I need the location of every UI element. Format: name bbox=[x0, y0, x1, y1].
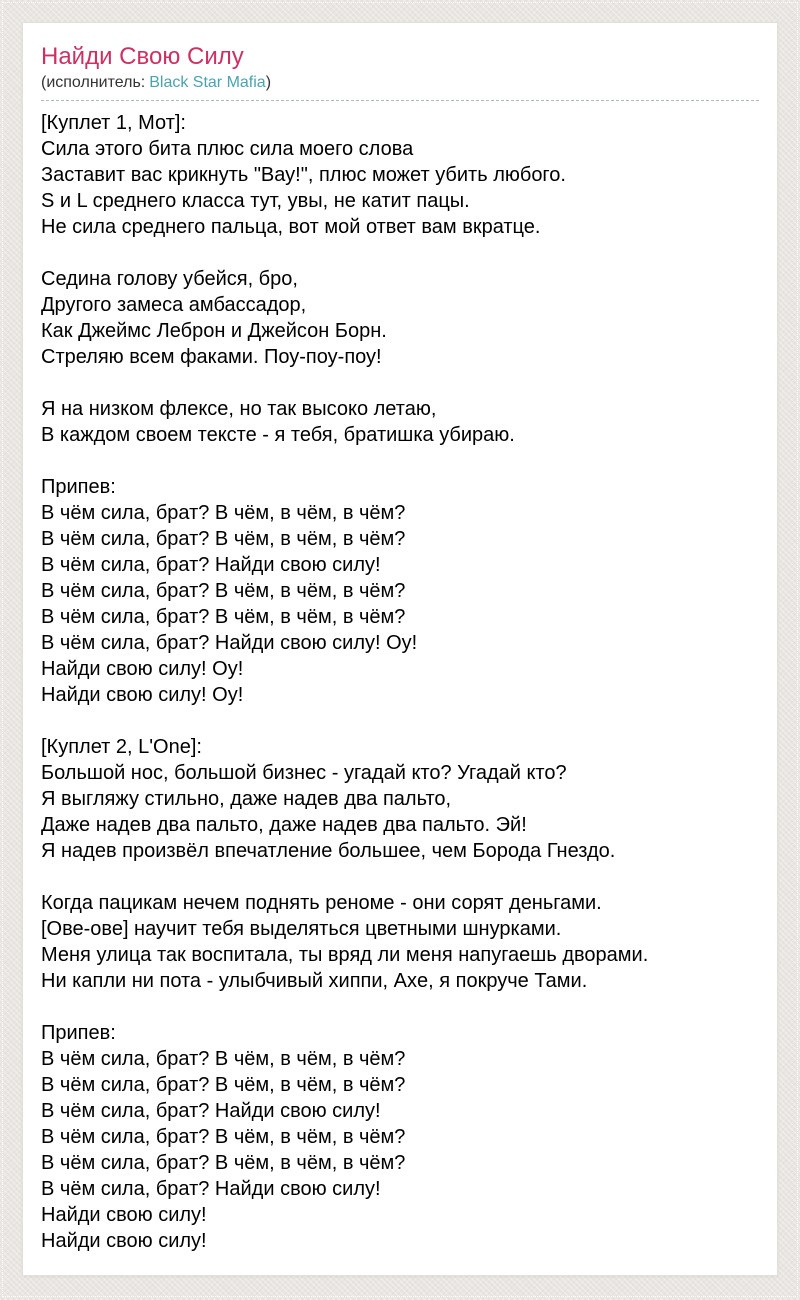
artist-label: (исполнитель: bbox=[41, 74, 146, 91]
lyrics-text bbox=[41, 110, 759, 1254]
lyric-line: Припев: bbox=[41, 476, 116, 498]
lyric-line bbox=[41, 708, 759, 734]
lyric-line: S и L среднего класса тут, увы, не катит пацы. bbox=[41, 190, 470, 212]
lyric-line: В чём сила, брат? Найди свою силу! bbox=[41, 1178, 381, 1200]
song-header bbox=[41, 43, 759, 101]
lyric-line: В чём сила, брат? В чём, в чём, в чём? bbox=[41, 1126, 406, 1148]
lyric-line: Найди свою силу! bbox=[41, 1204, 207, 1226]
lyric-line: Я выгляжу стильно, даже надев два пальто, bbox=[41, 788, 452, 810]
lyric-line: Седина голову убейся, бро, bbox=[41, 268, 298, 290]
lyric-line: Заставит вас крикнуть "Вау!", плюс может убить любого. bbox=[41, 164, 566, 186]
lyric-line: Я надев произвёл впечатление большее, чем Борода Гнездо. bbox=[41, 840, 616, 862]
song-title: Найди Свою Силу bbox=[41, 43, 244, 70]
lyric-line: Сила этого бита плюс сила моего слова bbox=[41, 138, 414, 160]
artist-line bbox=[41, 73, 759, 93]
lyric-line: Стреляю всем факами. Поу-поу-поу! bbox=[41, 346, 382, 368]
lyric-line: Другого замеса амбассадор, bbox=[41, 294, 307, 316]
lyric-line bbox=[41, 864, 759, 890]
lyric-line bbox=[41, 994, 759, 1020]
lyric-line: Не сила среднего пальца, вот мой ответ вам вкратце. bbox=[41, 216, 541, 238]
lyric-line: Найди свою силу! bbox=[41, 1230, 207, 1252]
lyric-line: Я на низком флексе, но так высоко летаю, bbox=[41, 398, 437, 420]
lyric-line: Меня улица так воспитала, ты вряд ли меня напугаешь дворами. bbox=[41, 944, 649, 966]
lyric-line: [Куплет 1, Мот]: bbox=[41, 112, 186, 134]
lyric-line: Найди свою силу! Оу! bbox=[41, 658, 244, 680]
lyric-line: Найди свою силу! Оу! bbox=[41, 684, 244, 706]
lyric-line: Припев: bbox=[41, 1022, 116, 1044]
lyric-line: [Ове-ове] научит тебя выделяться цветными шнурками. bbox=[41, 918, 562, 940]
lyric-line: В чём сила, брат? В чём, в чём, в чём? bbox=[41, 606, 406, 628]
lyric-line bbox=[41, 448, 759, 474]
lyric-line: В чём сила, брат? Найди свою силу! bbox=[41, 1100, 381, 1122]
lyric-line: В чём сила, брат? В чём, в чём, в чём? bbox=[41, 580, 406, 602]
lyric-line: В чём сила, брат? В чём, в чём, в чём? bbox=[41, 1048, 406, 1070]
lyric-line: В каждом своем тексте - я тебя, братишка убираю. bbox=[41, 424, 515, 446]
artist-suffix: ) bbox=[265, 74, 272, 91]
lyric-line: В чём сила, брат? В чём, в чём, в чём? bbox=[41, 528, 406, 550]
lyric-line: В чём сила, брат? Найди свою силу! Оу! bbox=[41, 632, 418, 654]
lyric-line: В чём сила, брат? В чём, в чём, в чём? bbox=[41, 1152, 406, 1174]
lyric-line: [Куплет 2, L'One]: bbox=[41, 736, 202, 758]
lyric-line: Даже надев два пальто, даже надев два пальто. Эй! bbox=[41, 814, 527, 836]
lyric-line bbox=[41, 370, 759, 396]
lyric-line: В чём сила, брат? В чём, в чём, в чём? bbox=[41, 502, 406, 524]
lyric-line: В чём сила, брат? Найди свою силу! bbox=[41, 554, 381, 576]
artist-link[interactable]: Black Star Mafia bbox=[149, 74, 266, 91]
lyrics-card bbox=[22, 22, 778, 1276]
lyric-line bbox=[41, 240, 759, 266]
lyric-line: В чём сила, брат? В чём, в чём, в чём? bbox=[41, 1074, 406, 1096]
lyric-line: Ни капли ни пота - улыбчивый хиппи, Axe, я покруче Тами. bbox=[41, 970, 588, 992]
lyric-line: Как Джеймс Леброн и Джейсон Борн. bbox=[41, 320, 387, 342]
lyric-line: Когда пацикам нечем поднять реноме - они сорят деньгами. bbox=[41, 892, 602, 914]
lyric-line: Большой нос, большой бизнес - угадай кто? Угадай кто? bbox=[41, 762, 567, 784]
